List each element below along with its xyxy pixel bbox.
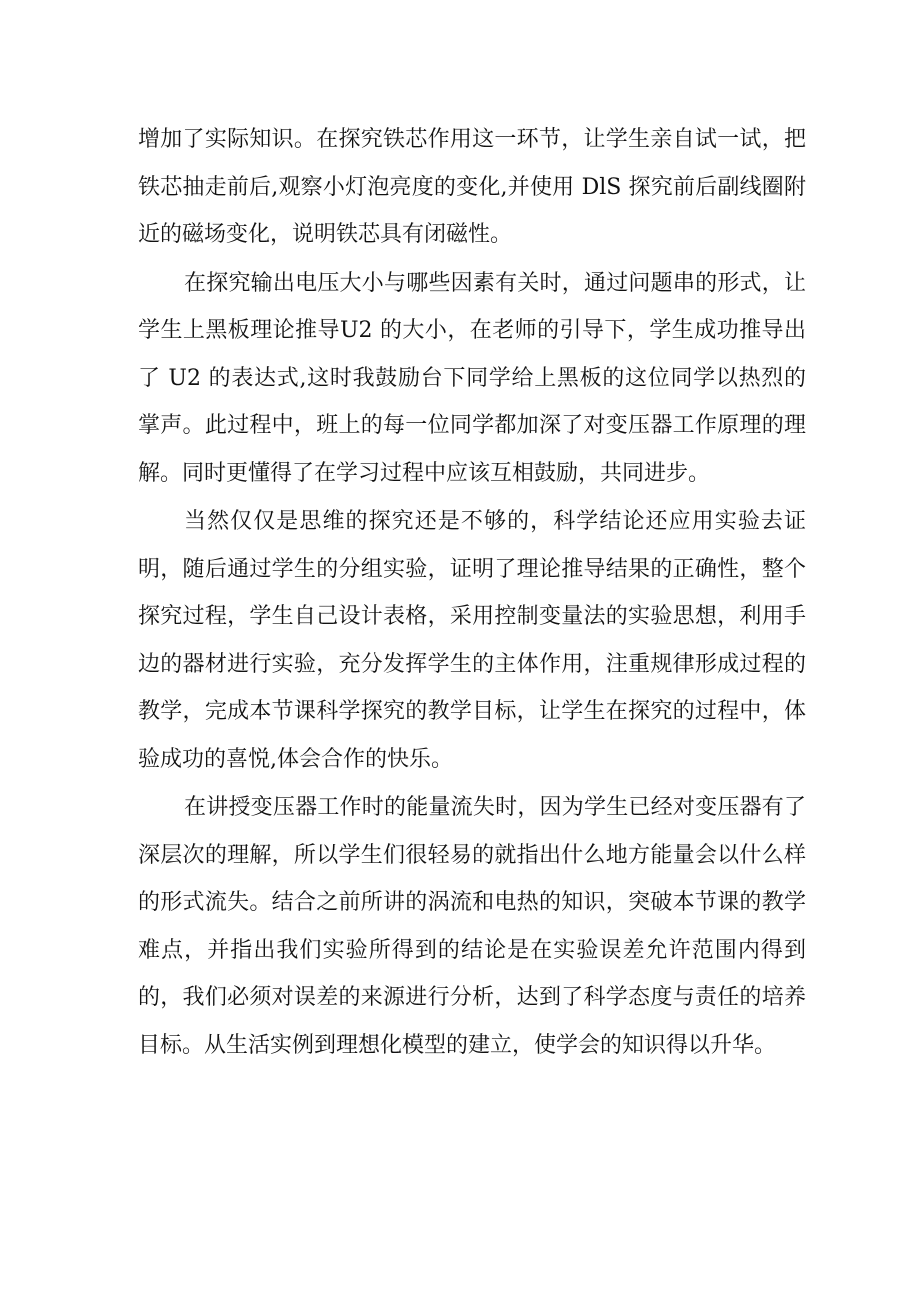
paragraph-3: 当然仅仅是思维的探究还是不够的，科学结论还应用实验去证明，随后通过学生的分组实验，证明了理论推导结果的正确性，整个探究过程，学生自己设计表格，采用控制变量法的实验思想，利用手边的器材进行实验，充分发挥学生的主体作用，注重规律形成过程的教学，完成本节课科学探究的教学目标，让学生在探究的过程中，体验成功的喜悦,体会合作的快乐。 bbox=[138, 509, 806, 772]
paragraph-1: 增加了实际知识。在探究铁芯作用这一环节，让学生亲自试一试，把铁芯抽走前后,观察小灯泡亮度的变化,并使用 DlS 探究前后副线圈附近的磁场变化，说明铁芯具有闭磁性。 bbox=[138, 127, 806, 247]
paragraph-4: 在讲授变压器工作时的能量流失时，因为学生已经对变压器有了深层次的理解，所以学生们很轻易的就指出什么地方能量会以什么样的形式流失。结合之前所讲的涡流和电热的知识，突破本节课的教学难点，并指出我们实验所得到的结论是在实验误差允许范围内得到的，我们必须对误差的来源进行分析，达到了科学态度与责任的培养目标。从生活实例到理想化模型的建立，使学会的知识得以升华。 bbox=[138, 795, 806, 1058]
paragraph-2: 在探究输出电压大小与哪些因素有关时，通过问题串的形式，让学生上黑板理论推导U2 的大小，在老师的引导下，学生成功推导出了 U2 的表达式,这时我鼓励台下同学给上黑板的这位同学以热烈的掌声。此过程中，班上的每一位同学都加深了对变压器工作原理的理解。同时更懂得了在学习过程中应该互相鼓励，共同进步。 bbox=[138, 270, 806, 486]
document-body bbox=[138, 116, 806, 1069]
